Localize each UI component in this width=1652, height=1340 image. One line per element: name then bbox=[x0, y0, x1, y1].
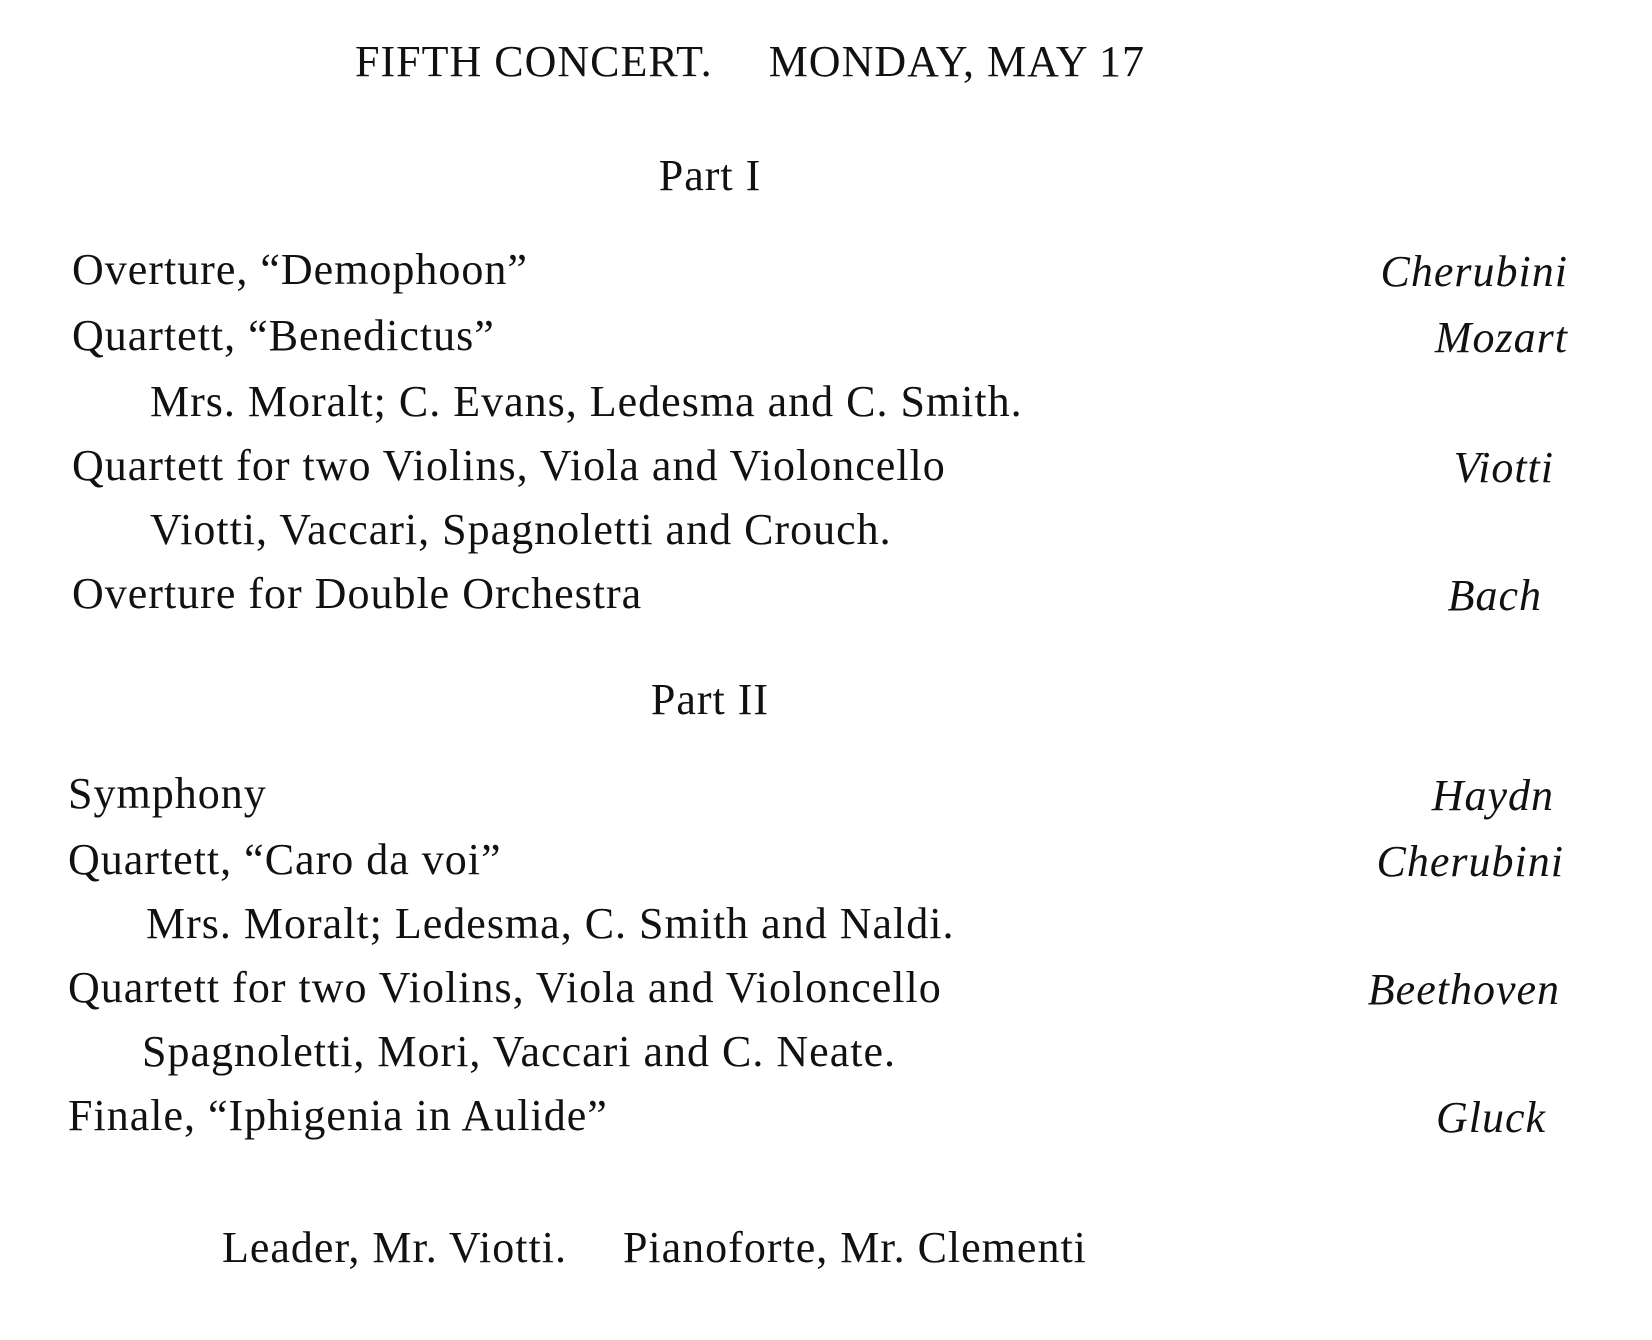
composer-name: Mozart bbox=[1434, 313, 1568, 362]
composer-name: Viotti bbox=[1453, 443, 1554, 492]
piece-title: Quartett, “Caro da voi” bbox=[68, 835, 502, 884]
performers-text: Mrs. Moralt; Ledesma, C. Smith and Naldi. bbox=[146, 899, 955, 948]
performers-line bbox=[0, 898, 1652, 962]
program-item bbox=[0, 768, 1652, 832]
piece-title: Finale, “Iphigenia in Aulide” bbox=[68, 1091, 608, 1140]
program-footer bbox=[222, 1222, 1087, 1273]
concert-title: FIFTH CONCERT. bbox=[355, 37, 713, 86]
piece-title: Overture for Double Orchestra bbox=[72, 569, 643, 618]
piece-title: Quartett for two Violins, Viola and Violoncello bbox=[72, 441, 946, 490]
program-item bbox=[0, 962, 1652, 1026]
performers-line bbox=[0, 376, 1652, 440]
performers-text: Viotti, Vaccari, Spagnoletti and Crouch. bbox=[150, 505, 892, 554]
program-item bbox=[0, 568, 1652, 632]
composer-name: Gluck bbox=[1435, 1093, 1546, 1142]
composer-name: Beethoven bbox=[1367, 965, 1560, 1014]
concert-date: MONDAY, MAY 17 bbox=[768, 37, 1145, 86]
part-two-title: Part II bbox=[650, 675, 770, 724]
piece-title: Symphony bbox=[68, 769, 267, 818]
piece-title: Overture, “Demophoon” bbox=[72, 245, 528, 294]
program-item bbox=[0, 244, 1652, 308]
concert-heading bbox=[0, 36, 1500, 87]
program-item bbox=[0, 1090, 1652, 1154]
piece-title: Quartett, “Benedictus” bbox=[72, 311, 495, 360]
program-item bbox=[0, 834, 1652, 898]
piece-title: Quartett for two Violins, Viola and Violoncello bbox=[68, 963, 942, 1012]
composer-name: Haydn bbox=[1431, 771, 1554, 820]
part-one-title: Part I bbox=[658, 151, 762, 200]
performers-text: Mrs. Moralt; C. Evans, Ledesma and C. Smith. bbox=[150, 377, 1023, 426]
composer-name: Cherubini bbox=[1376, 837, 1564, 886]
program-item bbox=[0, 440, 1652, 504]
program-item bbox=[0, 310, 1652, 374]
performers-line bbox=[0, 504, 1652, 568]
leader-credit: Leader, Mr. Viotti. bbox=[222, 1223, 567, 1272]
performers-line bbox=[0, 1026, 1652, 1090]
performers-text: Spagnoletti, Mori, Vaccari and C. Neate. bbox=[142, 1027, 896, 1076]
pianoforte-credit: Pianoforte, Mr. Clementi bbox=[622, 1223, 1087, 1272]
composer-name: Bach bbox=[1447, 571, 1542, 620]
composer-name: Cherubini bbox=[1380, 247, 1568, 296]
